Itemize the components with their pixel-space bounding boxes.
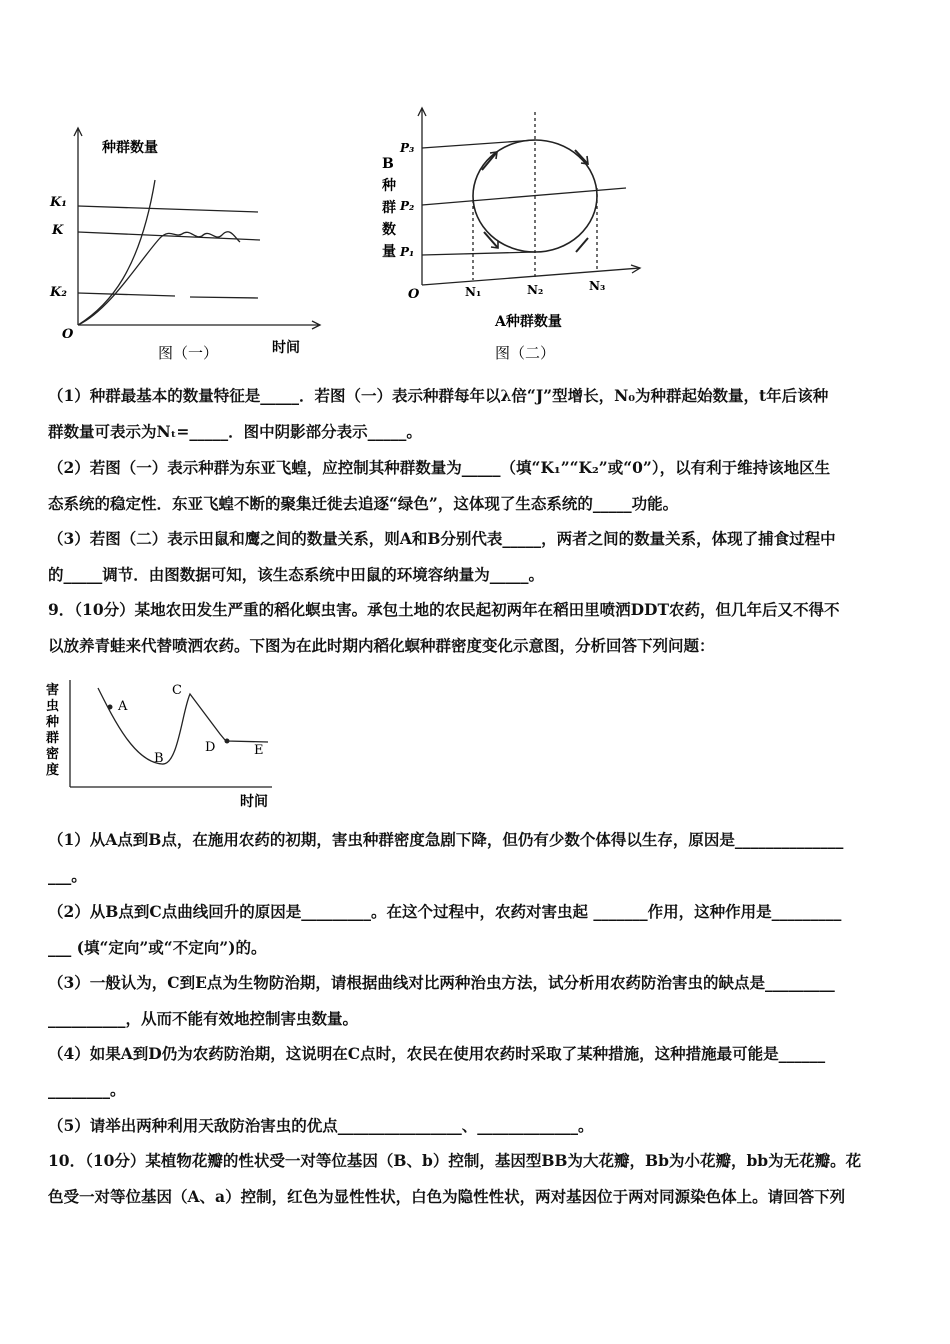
fig2-p2-line	[422, 188, 626, 205]
fig1-k2-line	[78, 293, 175, 296]
fig3-y-char-0: 害	[46, 683, 60, 698]
fig1-x-label: 时间	[272, 340, 300, 356]
fig1-k1-label: K₁	[50, 195, 67, 210]
fig1-j-curve	[78, 180, 155, 325]
fig2-arrow-ur	[575, 150, 588, 164]
q8-line-4: 态系统的稳定性．东亚飞蝗不断的聚集迁徙去追逐“绿色”，这体现了生态系统的_____功能。	[48, 494, 679, 513]
q8-line-6: 的_____调节．由图数据可知，该生态系统中田鼠的环境容纳量为_____。	[48, 565, 545, 584]
fig2-arrow-lr	[576, 238, 588, 252]
q9-intro-2: 以放养青蛙来代替喷洒农药。下图为在此时期内稻化螟种群密度变化示意图，分析回答下列问题：	[48, 636, 715, 655]
q10-line-2: 色受一对等位基因（A、a）控制，红色为显性性状，白色为隐性性状，两对基因位于两对同源染色体上。请回答下列	[48, 1187, 846, 1206]
fig3-x-label: 时间	[240, 794, 268, 810]
figure-2	[370, 100, 650, 370]
fig3-point-a	[108, 705, 113, 710]
fig3-label-e: E	[254, 743, 264, 758]
fig2-p2-label: P₂	[400, 199, 415, 213]
fig2-n1-label: N₁	[465, 285, 482, 299]
fig1-caption: 图（一）	[158, 344, 219, 362]
fig2-p1-line	[422, 252, 535, 255]
fig2-y-char-1: 种	[382, 178, 396, 194]
fig2-y-char-4: 量	[382, 244, 396, 260]
q9-line-3: （2）从B点到C点曲线回升的原因是_________。在这个过程中，农药对害虫起 _______作用，这种作用是_________	[48, 902, 842, 921]
fig2-y-char-2: 群	[382, 200, 396, 216]
fig3-label-b: B	[154, 751, 164, 766]
fig2-arrow-ul	[482, 152, 497, 170]
fig1-k2-line-b	[190, 297, 258, 298]
fig3-y-char-4: 密	[46, 747, 60, 762]
q9-line-8: ________。	[48, 1080, 126, 1099]
fig3-y-char-3: 群	[46, 731, 60, 746]
q8-line-2: 群数量可表示为Nₜ=_____．图中阴影部分表示_____。	[48, 422, 422, 441]
q9-intro-1: 9．（10分）某地农田发生严重的稻化螟虫害。承包土地的农民起初两年在稻田里喷洒DDT农药，但几年后又不得不	[48, 600, 840, 619]
fig3-point-d	[225, 739, 230, 744]
fig2-p3-label: P₃	[400, 141, 415, 155]
fig2-p1-label: P₁	[400, 245, 415, 259]
fig2-y-char-0: B	[382, 156, 394, 172]
fig3-y-char-1: 虫	[46, 699, 60, 714]
q9-line-2: ___。	[48, 866, 87, 885]
q8-line-1: （1）种群最基本的数量特征是_____．若图（一）表示种群每年以λ倍“J”型增长，N₀为种群起始数量，t年后该种	[48, 386, 829, 405]
fig3-label-a: A	[118, 699, 128, 714]
fig1-k1-line	[78, 206, 258, 212]
figure-1	[40, 120, 340, 370]
q9-line-5: （3）一般认为，C到E点为生物防治期，请根据曲线对比两种治虫方法，试分析用农药防治害虫的缺点是_________	[48, 973, 835, 992]
fig2-n3-label: N₃	[589, 279, 606, 293]
fig2-caption: 图（二）	[495, 344, 556, 362]
fig2-origin: O	[408, 287, 420, 302]
fig2-x-label: A种群数量	[495, 314, 562, 330]
q9-line-4: ___ (填“定向”或“不定向”)的。	[48, 938, 267, 957]
q9-line-9: （5）请举出两种利用天敌防治害虫的优点________________、_____________。	[48, 1116, 594, 1135]
q8-line-5: （3）若图（二）表示田鼠和鹰之间的数量关系，则A和B分别代表_____，两者之间的数量关系，体现了捕食过程中	[48, 529, 836, 548]
figure-3	[40, 672, 300, 812]
q9-line-6: __________，从而不能有效地控制害虫数量。	[48, 1009, 359, 1028]
fig3-y-char-2: 种	[46, 715, 60, 730]
q10-line-1: 10．（10分）某植物花瓣的性状受一对等位基因（B、b）控制，基因型BB为大花瓣，Bb为小花瓣，bb为无花瓣。花	[48, 1151, 862, 1170]
fig1-s-curve	[78, 232, 240, 325]
q9-line-1: （1）从A点到B点，在施用农药的初期，害虫种群密度急剧下降，但仍有少数个体得以生存，原因是______________	[48, 830, 844, 849]
fig1-origin: O	[62, 327, 74, 342]
fig2-n2-label: N₂	[527, 283, 544, 297]
fig2-y-char-3: 数	[382, 222, 396, 238]
fig1-k2-label: K₂	[50, 285, 67, 300]
fig3-label-d: D	[205, 740, 216, 755]
fig1-k-label: K	[52, 223, 64, 238]
fig1-y-label: 种群数量	[102, 140, 158, 156]
fig3-label-c: C	[172, 683, 182, 698]
q9-line-7: （4）如果A到D仍为农药防治期，这说明在C点时，农民在使用农药时采取了某种措施，这种措施最可能是______	[48, 1044, 826, 1063]
q8-line-3: （2）若图（一）表示种群为东亚飞蝗，应控制其种群数量为_____（填“K₁”“K₂”或“0”），以有利于维持该地区生	[48, 458, 831, 477]
fig3-y-char-5: 度	[46, 763, 60, 778]
